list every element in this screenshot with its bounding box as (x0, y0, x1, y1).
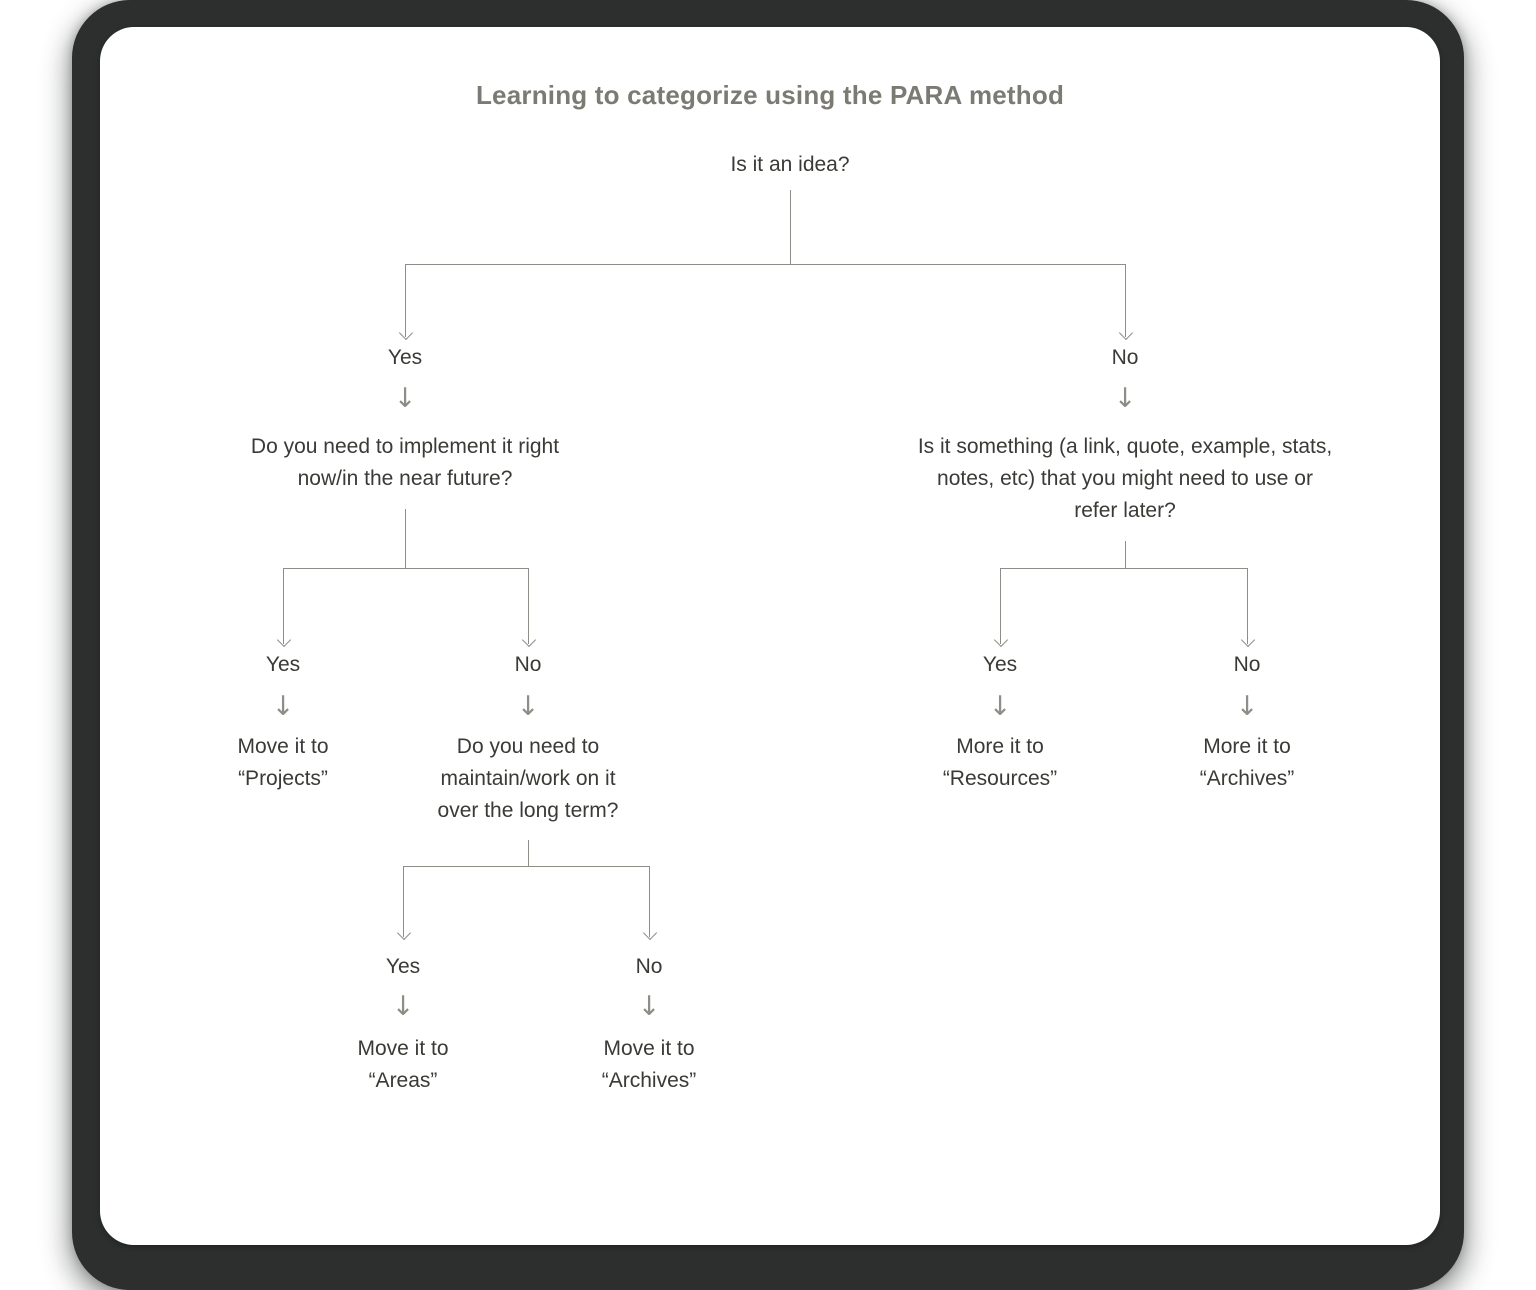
branch-label-no: No (1111, 346, 1139, 369)
connector-arrow-line (528, 568, 529, 644)
node-question-implement (145, 431, 665, 495)
connector-horizontal (1000, 568, 1247, 569)
branch-label-yes: Yes (385, 955, 421, 978)
branch-label-no: No (1233, 653, 1261, 676)
text-line: Move it to (357, 1037, 449, 1060)
text-line: now/in the near future? (297, 467, 513, 490)
text-line: Move it to (603, 1037, 695, 1060)
connector-arrow-line (405, 264, 406, 337)
leaf-move-archives (389, 1033, 909, 1097)
node-root-question: Is it an idea? (730, 153, 850, 176)
arrow-down-icon: ↓ (271, 691, 295, 722)
connector-horizontal (283, 568, 528, 569)
text-line: maintain/work on it (440, 767, 616, 790)
connector-arrow-line (1247, 568, 1248, 644)
branch-label-no: No (635, 955, 663, 978)
connector-stem (528, 840, 529, 866)
connector-stem (405, 509, 406, 568)
connector-stem (790, 190, 791, 264)
connector-arrow-line (1000, 568, 1001, 644)
text-line: refer later? (1074, 499, 1176, 522)
connector-arrow-line (283, 568, 284, 644)
text-line: “Archives” (1199, 767, 1295, 790)
connector-arrow-line (649, 866, 650, 937)
arrow-down-icon: ↓ (516, 691, 540, 722)
leaf-more-archives (987, 731, 1507, 795)
arrow-down-icon: ↓ (393, 383, 417, 414)
text-line: “Resources” (942, 767, 1058, 790)
connector-stem (1125, 541, 1126, 568)
arrow-down-icon: ↓ (391, 991, 415, 1022)
diagram-title: Learning to categorize using the PARA method (475, 80, 1065, 110)
branch-label-yes: Yes (265, 653, 301, 676)
text-line: “Areas” (368, 1069, 438, 1092)
connector-arrow-line (403, 866, 404, 937)
text-line: More it to (1203, 735, 1291, 758)
branch-label-yes: Yes (387, 346, 423, 369)
text-line: Do you need to (456, 735, 600, 758)
branch-label-yes: Yes (982, 653, 1018, 676)
text-line: More it to (956, 735, 1044, 758)
text-line: notes, etc) that you might need to use or (937, 467, 1313, 490)
text-line: Do you need to implement it right (250, 435, 560, 458)
connector-horizontal (403, 866, 649, 867)
arrow-down-icon: ↓ (1235, 691, 1259, 722)
node-question-reference (865, 431, 1385, 527)
connector-arrow-line (1125, 264, 1126, 337)
arrow-down-icon: ↓ (988, 691, 1012, 722)
text-line: Move it to (237, 735, 329, 758)
arrow-down-icon: ↓ (637, 991, 661, 1022)
node-question-maintain (268, 731, 788, 827)
text-line: “Archives” (601, 1069, 697, 1092)
text-line: Is it something (a link, quote, example, stats, (917, 435, 1333, 458)
text-line: over the long term? (437, 799, 619, 822)
text-line: “Projects” (238, 767, 328, 790)
arrow-down-icon: ↓ (1113, 383, 1137, 414)
branch-label-no: No (514, 653, 542, 676)
connector-horizontal (405, 264, 1125, 265)
